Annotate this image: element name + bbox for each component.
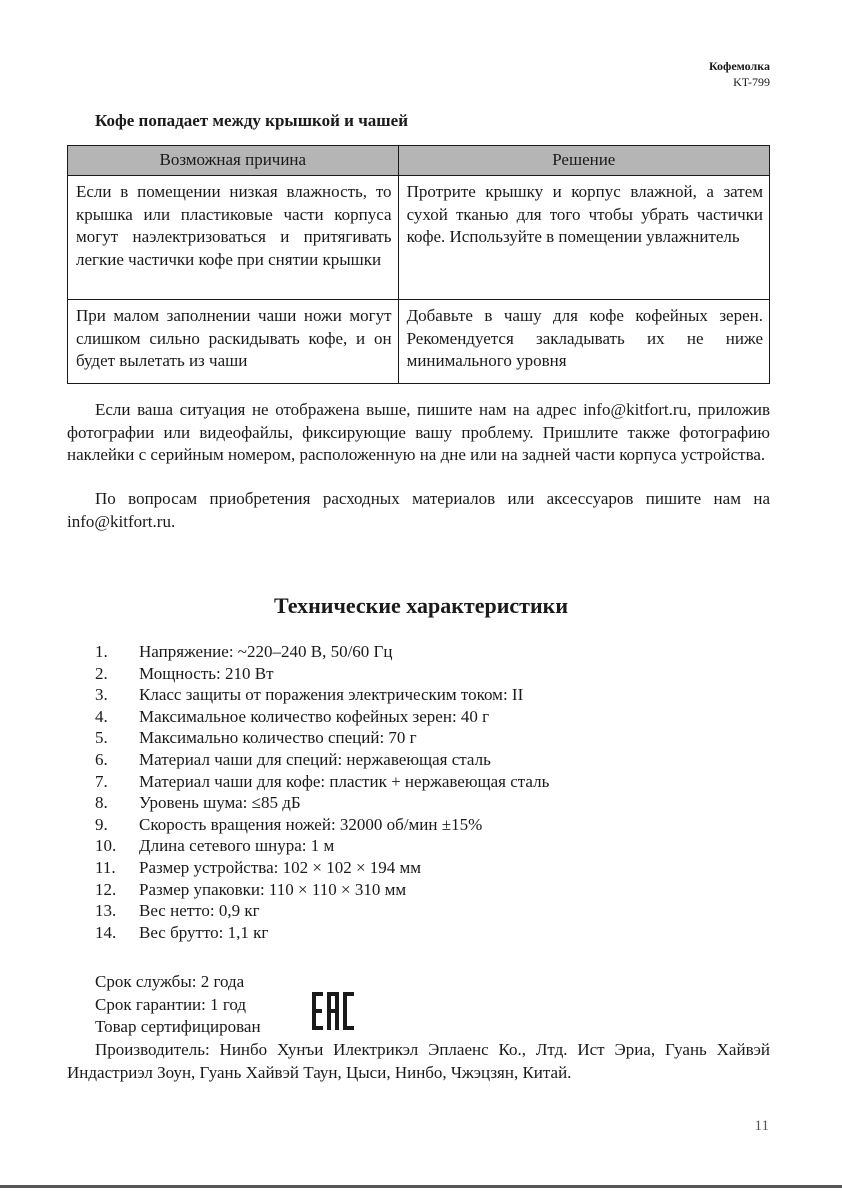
- spec-text: Класс защиты от поражения электрическим током: II: [139, 685, 524, 705]
- spec-item: [95, 814, 549, 836]
- spec-text: Вес брутто: 1,1 кг: [139, 922, 269, 942]
- spec-number: 7.: [95, 771, 108, 791]
- spec-text: Материал чаши для кофе: пластик + нержавеющая сталь: [139, 771, 550, 791]
- spec-number: 1.: [95, 642, 108, 661]
- contact-paragraph: Если ваша ситуация не отображена выше, пишите нам на адрес info@kitfort.ru, приложив фотографии или видеофайлы, фиксирующие вашу проблему. Пришлите также фотографию наклейки с серийным номером, расположенную на дне или на задней части корпуса устройства.: [67, 400, 770, 464]
- eac-certification-icon: [311, 991, 355, 1031]
- solution-cell: Протрите крышку и корпус влажной, а затем сухой тканью для того чтобы убрать частички кофе. Используйте в помещении увлажнитель: [398, 176, 769, 300]
- column-header-cause: Возможная причина: [68, 146, 399, 176]
- spec-number: 14.: [95, 922, 117, 942]
- spec-number: 5.: [95, 728, 108, 748]
- table-row: [68, 176, 770, 300]
- spec-number: 12.: [95, 879, 117, 899]
- cause-cell: При малом заполнении чаши ножи могут слишком сильно раскидывать кофе, и он будет вылетать из чаши: [68, 300, 399, 384]
- column-header-solution: Решение: [398, 146, 769, 176]
- warranty-block: [95, 971, 261, 1039]
- table-header-row: [68, 146, 770, 176]
- spec-text: Максимальное количество кофейных зерен: 40 г: [139, 706, 490, 726]
- service-life: Срок службы: 2 года: [95, 972, 245, 991]
- certification-note: Товар сертифицирован: [95, 1017, 261, 1036]
- spec-number: 9.: [95, 814, 108, 834]
- accessories-paragraph: По вопросам приобретения расходных материалов или аксессуаров пишите нам на info@kitfort.ru.: [67, 489, 770, 531]
- warranty-period: Срок гарантии: 1 год: [95, 994, 247, 1014]
- header-product: Кофемолка: [708, 59, 770, 73]
- spec-text: Мощность: 210 Вт: [139, 663, 274, 683]
- spec-text: Размер устройства: 102 × 102 × 194 мм: [139, 857, 422, 877]
- spec-text: Размер упаковки: 110 × 110 × 310 мм: [139, 879, 407, 899]
- spec-number: 3.: [95, 685, 108, 705]
- spec-item: [95, 879, 549, 901]
- spec-item: [95, 641, 549, 663]
- spec-item: [95, 684, 549, 706]
- spec-item: [95, 663, 549, 685]
- spec-item: [95, 727, 549, 749]
- specs-title: Технические характеристики: [273, 593, 569, 618]
- spec-number: 11.: [95, 857, 116, 877]
- spec-item: [95, 900, 549, 922]
- spec-text: Напряжение: ~220–240 В, 50/60 Гц: [139, 642, 393, 661]
- spec-item: [95, 771, 549, 793]
- spec-item: [95, 749, 549, 771]
- spec-text: Длина сетевого шнура: 1 м: [139, 836, 335, 856]
- spec-text: Вес нетто: 0,9 кг: [139, 901, 260, 921]
- spec-number: 6.: [95, 749, 108, 769]
- troubleshooting-table: [67, 145, 770, 384]
- spec-number: 4.: [95, 706, 108, 726]
- bottom-divider: [0, 1185, 842, 1188]
- manufacturer-info: Производитель: Нинбо Хунъи Илектрикэл Эплаенс Ко., Лтд. Ист Эриа, Гуань Хайвэй Индастриэл Зоун, Гуань Хайвэй Таун, Цыси, Нинбо, Чжэцзян, Китай.: [67, 1040, 770, 1082]
- spec-text: Уровень шума: ≤85 дБ: [139, 793, 301, 813]
- spec-item: [95, 922, 549, 944]
- spec-number: 2.: [95, 663, 108, 683]
- page-number: 11: [754, 1118, 769, 1134]
- cause-cell: Если в помещении низкая влажность, то крышка или пластиковые части корпуса могут наэлектризоваться и притягивать легкие частички кофе при снятии крышки: [68, 176, 399, 300]
- table-row: [68, 300, 770, 384]
- troubleshooting-title: Кофе попадает между крышкой и чашей: [95, 111, 408, 130]
- header-model: KT-799: [733, 75, 770, 89]
- page-header: [709, 58, 770, 90]
- spec-item: [95, 857, 549, 879]
- spec-text: Материал чаши для специй: нержавеющая сталь: [139, 749, 491, 769]
- specs-list: [95, 641, 549, 943]
- solution-cell: Добавьте в чашу для кофе кофейных зерен. Рекомендуется закладывать их не ниже минимального уровня: [398, 300, 769, 384]
- spec-item: [95, 706, 549, 728]
- spec-item: [95, 792, 549, 814]
- spec-number: 8.: [95, 793, 108, 813]
- spec-item: [95, 835, 549, 857]
- spec-number: 10.: [95, 836, 117, 856]
- spec-number: 13.: [95, 901, 117, 921]
- spec-text: Скорость вращения ножей: 32000 об/мин ±15%: [139, 814, 483, 834]
- spec-text: Максимально количество специй: 70 г: [139, 728, 417, 748]
